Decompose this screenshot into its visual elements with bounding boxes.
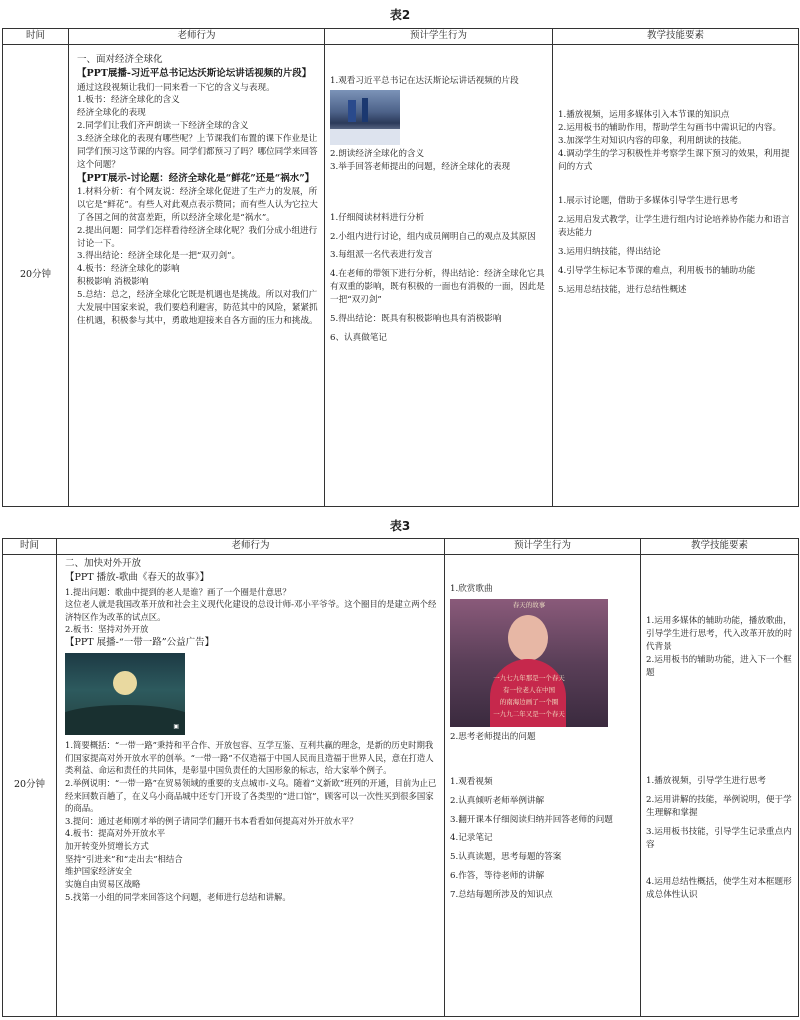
teacher-line: 2.板书：坚持对外开放 — [65, 624, 149, 635]
davos-video-thumbnail — [330, 90, 400, 145]
teacher-line: 5.找第一小组的同学来回答这个问题，老师进行总结和讲解。 — [65, 891, 291, 902]
student-item: 2.朗读经济全球化的含义 — [330, 148, 425, 159]
skill-item: 5.运用总结技能，进行总结性概述 — [558, 284, 687, 295]
ppt-label: 【PPT 播放-歌曲《春天的故事》】 — [65, 572, 210, 584]
singer-face-shape — [508, 615, 548, 661]
header-time: 时间 — [3, 29, 69, 45]
teacher-line: 这位老人就是我国改革开放和社会主义现代化建设的总设计师-邓小平爷爷。这个圈目的是建立两个经济特区作为改革的试点区。 — [65, 599, 437, 622]
skill-item: 2.运用板书的辅助功能，进入下一个框题 — [646, 654, 792, 678]
student-item: 2.小组内进行讨论，组内成员阐明自己的观点及其原因 — [330, 231, 536, 242]
teacher-line: 维护国家经济安全 — [65, 866, 132, 877]
student-item: 1.观看习近平总书记在达沃斯论坛讲话视频的片段 — [330, 76, 519, 86]
table2 — [2, 28, 799, 507]
student-item: 2.思考老师提出的问题 — [450, 731, 536, 742]
student-item: 5.得出结论：既具有积极影响也具有消极影响 — [330, 314, 502, 325]
lyric-line: 有一位老人在中国 — [503, 685, 555, 694]
student-item: 6.作答，等待老师的讲解 — [450, 871, 545, 882]
teacher-line: 2.提出问题：同学们怎样看待经济全球化呢？我们分成小组进行讨论一下。 — [77, 225, 318, 249]
skill-item: 2.运用讲解的技能，举例说明，便于学生理解和掌握 — [646, 795, 792, 819]
teacher-line: 积极影响 消极影响 — [77, 277, 149, 288]
teacher-line: 1.板书：经济全球化的含义 — [77, 95, 180, 106]
flag-shape — [362, 98, 368, 122]
table2-header-row — [3, 29, 799, 45]
ppt-label: 【PPT展播-习近平总书记达沃斯论坛讲话视频的片段】 — [77, 68, 312, 80]
table3-skills-cell — [641, 555, 799, 1017]
table2-time: 20分钟 — [3, 45, 69, 507]
teacher-line: 4.板书：提高对外开放水平 — [65, 828, 166, 839]
teacher-line: 3.经济全球化的表现有哪些呢？上节课我们布置的课下作业是让同学们预习这节课的内容。同学们都预习了吗？哪位同学来回答这个问题？ — [77, 134, 318, 170]
tv-logo-icon: ▣ — [173, 723, 179, 731]
table2-student-cell — [325, 45, 553, 507]
teacher-line: 5.总结：总之，经济全球化它既是机遇也是挑战。所以对我们广大发展中国家来说，我们要趋利避害，防范其中的风险，紧紧抓住机遇，积极参与其中，勇敢地迎接来自各方面的压力和挑战。 — [77, 290, 318, 326]
lyric-line: 的南海边画了一个圈 — [499, 697, 559, 706]
skill-item: 1.运用多媒体的辅助功能，播放歌曲，引导学生进行思考，代入改革开放的时代背景 — [646, 616, 793, 652]
skill-item: 4.运用总结性概括，使学生对本框题形成总体性认识 — [646, 876, 792, 900]
teacher-line: 通过这段视频让我们一同来看一下它的含义与表现。 — [77, 82, 275, 93]
skill-item: 3.加深学生对知识内容的印象，利用朗读的技能。 — [558, 135, 747, 146]
table3-caption: 表3 — [389, 519, 411, 533]
student-item: 1.仔细阅读材料进行分析 — [330, 212, 425, 223]
teacher-line: 坚持“引进来”和“走出去”相结合 — [65, 853, 183, 864]
student-item: 7.总结每题所涉及的知识点 — [450, 890, 553, 901]
skill-item: 3.运用归纳技能，得出结论 — [558, 247, 661, 258]
table3-header-row — [3, 539, 799, 555]
teacher-line: 4.板书：经济全球化的影响 — [77, 264, 180, 275]
ppt-label: 【PPT 展播-“一带一路”公益广告】 — [65, 636, 215, 648]
teacher-line: 1.简要概括：“一带一路”秉持和平合作、开放包容、互学互鉴、互利共赢的理念，是新的历史时期我们国家提高对外开放水平的创举。“一带一路”不仅造福于中国人民而且造福于世界人民，意在打造人类利益、命运和责任的共同体，是彰显中国负责任的大国形象的标志，给大家举个例子。 — [65, 740, 434, 776]
skill-item: 1.播放视频，运用多媒体引入本节课的知识点 — [558, 110, 730, 120]
student-item: 1.欣赏歌曲 — [450, 584, 493, 594]
table3-time: 20分钟 — [3, 555, 57, 1017]
skill-item: 4.调动学生的学习积极性并考察学生课下预习的效果，利用提问的方式 — [558, 148, 790, 172]
skill-item: 1.播放视频，引导学生进行思考 — [646, 776, 766, 787]
table3 — [2, 538, 799, 1017]
student-item: 2.认真倾听老师举例讲解 — [450, 795, 545, 806]
header-teacher: 老师行为 — [69, 29, 325, 45]
section-title: 二、加快对外开放 — [65, 558, 142, 569]
sun-shape — [113, 671, 137, 695]
table3-body-row — [3, 555, 799, 1017]
teacher-line: 实施自由贸易区战略 — [65, 878, 141, 889]
teacher-line: 经济全球化的表现 — [77, 108, 146, 119]
student-item: 6、认真做笔记 — [330, 332, 388, 343]
student-item: 4.记录笔记 — [450, 833, 493, 844]
teacher-line: 2.举例说明：“一带一路”在贸易领域的重要的支点城市-义乌。随着“义新欧”班列的开通，目前为止已经来回数百趟了，在义乌小商品城中还专门开设了各类型的“进口馆”，顾客可以一次性买到很多国家的商品。 — [65, 778, 437, 814]
song-video-thumbnail — [450, 599, 608, 727]
skill-item: 3.运用板书技能，引导学生记录重点内容 — [646, 827, 792, 851]
teacher-line: 加开转变外贸增长方式 — [65, 841, 149, 852]
table2-skills-cell — [553, 45, 799, 507]
ppt-label: 【PPT展示-讨论题：经济全球化是“鲜花”还是“祸水”】 — [77, 172, 315, 184]
skill-item: 2.运用启发式教学，让学生进行组内讨论培养协作能力和语言表达能力 — [558, 215, 790, 239]
section-title: 一、面对经济全球化 — [77, 54, 163, 65]
student-item: 3.每组派一名代表进行发言 — [330, 250, 433, 261]
student-item: 3.翻开课本仔细阅读归纳并回答老师的问题 — [450, 814, 613, 825]
student-item: 5.认真读题，思考每题的答案 — [450, 852, 562, 863]
skill-item: 1.展示讨论题，借助于多媒体引导学生进行思考 — [558, 196, 739, 207]
header-student: 预计学生行为 — [445, 539, 641, 555]
teacher-line: 3.得出结论：经济全球化是一把“双刃剑”。 — [77, 251, 241, 262]
student-item: 1.观看视频 — [450, 776, 493, 787]
audience-shape — [330, 129, 400, 145]
header-student: 预计学生行为 — [325, 29, 553, 45]
skill-item: 4.引导学生标记本节课的难点，利用板书的辅助功能 — [558, 266, 756, 277]
table3-teacher-cell — [57, 555, 445, 1017]
flag-shape — [348, 100, 356, 122]
header-skills: 教学技能要素 — [641, 539, 799, 555]
skill-item: 2.运用板书的辅助作用，帮助学生勾画书中需识记的内容。 — [558, 122, 782, 133]
table2-caption: 表2 — [389, 8, 411, 22]
table2-body-row — [3, 45, 799, 507]
teacher-line: 1.材料分析：有个网友说：经济全球化促进了生产力的发展，所以它是“鲜花”。有些人对此观点表示赞同；而有些人认为它拉大了各国之间的贫富差距，所以经济全球化是“祸水”。 — [77, 186, 318, 223]
table3-student-cell — [445, 555, 641, 1017]
header-time: 时间 — [3, 539, 57, 555]
teacher-line: 2.同学们让我们齐声朗读一下经济全球的含义 — [77, 121, 249, 132]
hill-shape — [65, 705, 185, 735]
song-title: 春天的故事 — [512, 600, 546, 609]
teacher-line: 3.提问：通过老师刚才举的例子请同学们翻开书本看看如何提高对外开放水平？ — [65, 815, 358, 826]
student-item: 3.举手回答老师提出的问题，经济全球化的表现 — [330, 161, 511, 172]
header-skills: 教学技能要素 — [553, 29, 799, 45]
header-teacher: 老师行为 — [57, 539, 445, 555]
belt-road-ad-thumbnail — [65, 653, 185, 735]
table2-teacher-cell — [69, 45, 325, 507]
lyric-line: 一九七九年那是一个春天 — [493, 673, 565, 682]
lyric-line: 一九九二年又是一个春天 — [493, 709, 565, 718]
student-item: 4.在老师的带领下进行分析，得出结论：经济全球化它具有双重的影响，既有积极的一面也有消极的一面，因此是一把“双刃剑” — [330, 269, 545, 306]
teacher-line: 1.提出问题：歌曲中提到的老人是谁？画了一个圈是什意思？ — [65, 586, 291, 597]
